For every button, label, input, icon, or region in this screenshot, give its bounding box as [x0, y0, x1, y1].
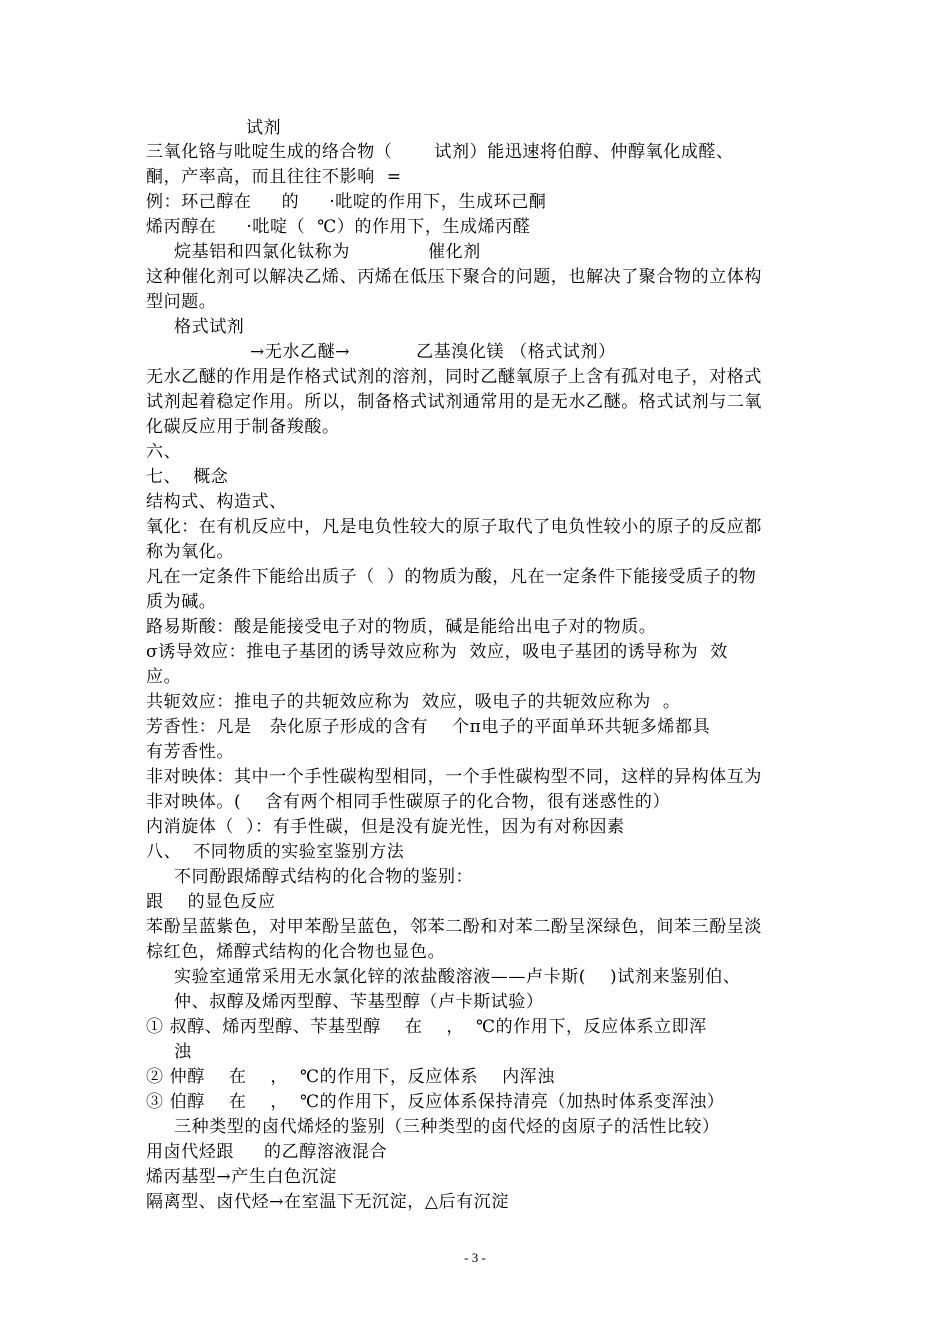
text-line: 烷基铝和四氯化钛称为 催化剂: [174, 242, 481, 262]
section-heading: 六、: [146, 442, 182, 462]
list-item: ② 仲醇 在 ， ℃的作用下，反应体系 内浑浊: [146, 1067, 555, 1087]
text-line: 内消旋体（ ）：有手性碳，但是没有旋光性，因为有对称因素: [146, 817, 625, 837]
section-heading: 七、 概念: [146, 467, 229, 487]
text-line: 芳香性：凡是 杂化原子形成的含有 个π电子的平面单环共轭多烯都具: [146, 717, 711, 737]
list-item: ① 叔醇、烯丙型醇、苄基型醇 在 ， ℃的作用下，反应体系立即浑: [146, 1017, 707, 1037]
text-line: 型问题。: [146, 292, 217, 312]
text-line: 棕红色，烯醇式结构的化合物也显色。: [146, 942, 446, 962]
text-line: 质为碱。: [146, 592, 217, 612]
text-line: 三种类型的卤代烯烃的鉴别（三种类型的卤代烃的卤原子的活性比较）: [174, 1117, 720, 1137]
text-line: 跟 的显色反应: [146, 892, 276, 912]
text-line: 非对映体。( 含有两个相同手性碳原子的化合物，很有迷惑性的）: [146, 792, 671, 812]
text-line: 应。: [146, 667, 182, 687]
text-line: 化碳反应用于制备羧酸。: [146, 417, 340, 437]
text-line: 用卤代烃跟 的乙醇溶液混合: [146, 1142, 388, 1162]
text-line: 不同酚跟烯醇式结构的化合物的鉴别：: [174, 867, 474, 887]
section-heading: 八、 不同物质的实验室鉴别方法: [146, 842, 405, 862]
text-line: σ诱导效应：推电子基团的诱导效应称为 效应，吸电子基团的诱导称为 效: [146, 642, 728, 662]
text-line: 试剂起着稳定作用。所以，制备格式试剂通常用的是无水乙醚。格式试剂与二氧: [146, 392, 762, 412]
text-line: 烯丙基型→产生白色沉淀: [146, 1167, 337, 1187]
text-line: 称为氧化。: [146, 542, 234, 562]
text-line: →无水乙醚→ 乙基溴化镁 （格式试剂）: [250, 342, 616, 362]
text-line: 氧化：在有机反应中，凡是电负性较大的原子取代了电负性较小的原子的反应都: [146, 517, 762, 537]
text-line: 共轭效应：推电子的共轭效应称为 效应，吸电子的共轭效应称为 。: [146, 692, 681, 712]
text-line: 烯丙醇在 ·吡啶（ ℃）的作用下，生成烯丙醛: [146, 217, 531, 237]
page-number: - 3 -: [464, 1250, 486, 1265]
text-line: 例：环己醇在 的 ·吡啶的作用下，生成环己酮: [146, 192, 547, 212]
text-line: 隔离型、卤代烃→在室温下无沉淀，△后有沉淀: [146, 1192, 509, 1212]
text-line: 格式试剂: [174, 317, 245, 337]
text-line: 酮，产率高，而且往往不影响 =: [146, 167, 402, 187]
text-line: 实验室通常采用无水氯化锌的浓盐酸溶液——卢卡斯( )试剂来鉴别伯、: [174, 967, 741, 987]
text-line: 苯酚呈蓝紫色，对甲苯酚呈蓝色，邻苯二酚和对苯二酚呈深绿色，间苯三酚呈淡: [146, 917, 762, 937]
text-line: 非对映体：其中一个手性碳构型相同，一个手性碳构型不同，这样的异构体互为: [146, 767, 762, 787]
text-line: 结构式、构造式、: [146, 492, 287, 512]
text-line: 浊: [174, 1042, 192, 1062]
text-line: 凡在一定条件下能给出质子（ ）的物质为酸，凡在一定条件下能接受质子的物: [146, 567, 757, 587]
text-line: 三氧化铬与吡啶生成的络合物（ 试剂）能迅速将伯醇、仲醇氧化成醛、: [146, 142, 734, 162]
text-line: 试剂: [246, 118, 282, 138]
list-item: ③ 伯醇 在 ， ℃的作用下，反应体系保持清亮（加热时体系变浑浊）: [146, 1092, 725, 1112]
text-line: 有芳香性。: [146, 742, 234, 762]
text-line: 这种催化剂可以解决乙烯、丙烯在低压下聚合的问题，也解决了聚合物的立体构: [146, 267, 762, 287]
text-line: 仲、叔醇及烯丙型醇、苄基型醇（卢卡斯试验）: [174, 992, 544, 1012]
text-line: 无水乙醚的作用是作格式试剂的溶剂，同时乙醚氧原子上含有孤对电子，对格式: [146, 367, 762, 387]
text-line: 路易斯酸：酸是能接受电子对的物质，碱是能给出电子对的物质。: [146, 617, 657, 637]
